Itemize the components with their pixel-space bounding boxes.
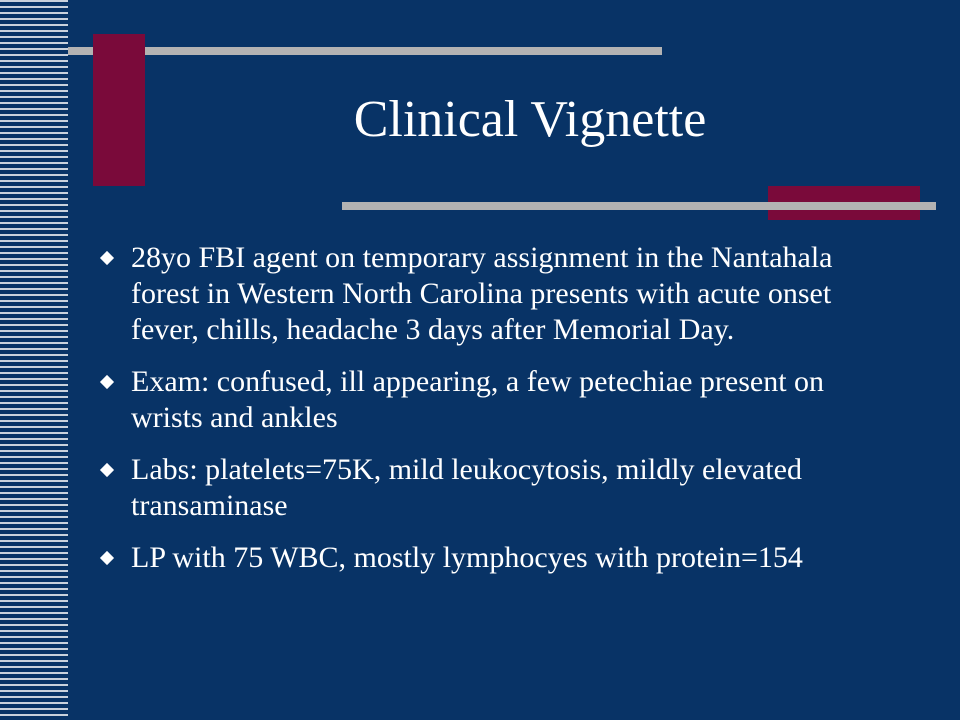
bullet-item bbox=[100, 540, 880, 576]
diamond-bullet-icon bbox=[100, 551, 114, 565]
bullet-text: LP with 75 WBC, mostly lymphocyes with protein=154 bbox=[131, 541, 803, 574]
diamond-bullet-icon bbox=[100, 375, 114, 389]
bullet-text: Labs: platelets=75K, mild leukocytosis, mildly elevated transaminase bbox=[131, 453, 802, 522]
bullet-text: Exam: confused, ill appearing, a few petechiae present on wrists and ankles bbox=[131, 365, 825, 434]
title-rule-bottom bbox=[342, 202, 936, 210]
diamond-bullet-icon bbox=[100, 463, 114, 477]
bullet-text: 28yo FBI agent on temporary assignment in the Nantahala forest in Western North Carolina presents with acute onset fever, chills, headache 3 days after Memorial Day. bbox=[131, 241, 833, 346]
bullet-item bbox=[100, 364, 880, 436]
diamond-bullet-icon bbox=[100, 251, 114, 265]
accent-block-top bbox=[93, 34, 145, 186]
title-rule-top bbox=[68, 47, 662, 55]
bullet-item bbox=[100, 240, 880, 348]
bullet-list bbox=[100, 240, 880, 592]
bullet-item bbox=[100, 452, 880, 524]
striped-margin-decoration bbox=[0, 0, 68, 720]
slide-title: Clinical Vignette bbox=[353, 91, 707, 148]
